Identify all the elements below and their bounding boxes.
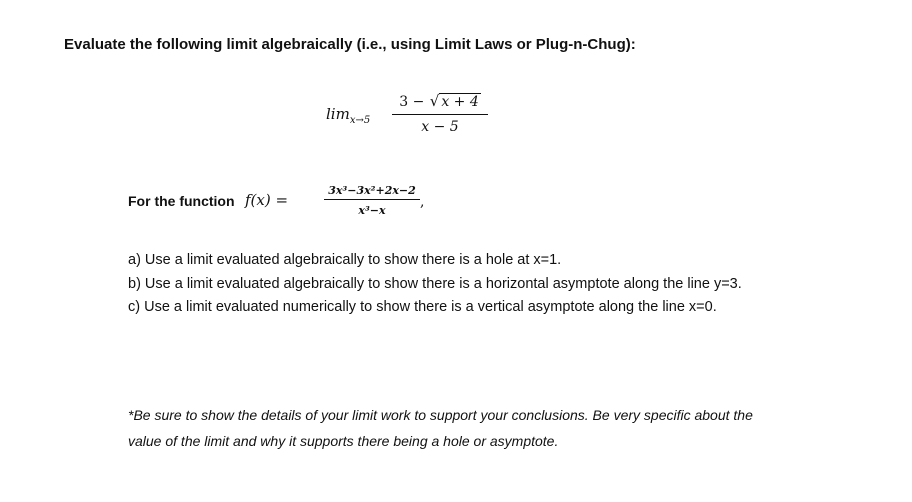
limit-denominator: x − 5 [421, 119, 459, 135]
parts-list [128, 249, 768, 320]
function-label: For the function [128, 193, 235, 209]
part-b: b) Use a limit evaluated algebraically to show there is a horizontal asymptote along the line y=3. [128, 275, 742, 292]
instruction-note: *Be sure to show the details of your limit work to support your conclusions. Be very specific about the value of the limit and why it supports there being a hole or asymptote. [128, 407, 753, 449]
limit-fraction [392, 92, 488, 135]
limit-subscript: x→5 [349, 115, 371, 126]
fraction-bar [392, 114, 488, 115]
sqrt-symbol: √ [429, 92, 440, 110]
fraction-bar [324, 199, 420, 200]
problem-heading: Evaluate the following limit algebraically (i.e., using Limit Laws or Plug-n-Chug): [64, 36, 636, 53]
limit-numerator [392, 92, 488, 113]
function-fraction [324, 184, 420, 217]
part-a: a) Use a limit evaluated algebraically to show there is a hole at x=1. [128, 252, 562, 268]
function-lhs: f(x) = [245, 191, 289, 209]
function-trailing-comma: , [420, 194, 425, 210]
lim-text: lim [326, 105, 350, 123]
numerator-prefix: 3 − [399, 94, 429, 110]
square-root [429, 92, 481, 110]
function-denominator: x³−x [358, 204, 386, 217]
radicand: x + 4 [441, 94, 479, 110]
limit-operator [326, 105, 371, 126]
part-c: c) Use a limit evaluated numerically to show there is a vertical asymptote along the line x=0. [128, 299, 717, 315]
function-numerator: 3x³−3x²+2x−2 [328, 184, 416, 197]
